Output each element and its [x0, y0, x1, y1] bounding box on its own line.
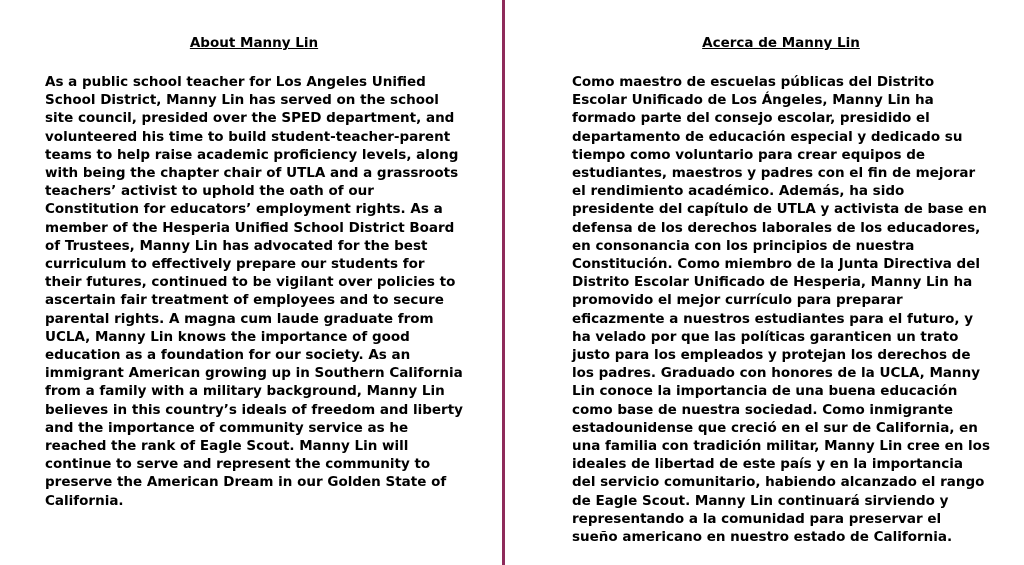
- spanish-column: [572, 34, 990, 546]
- english-title: About Manny Lin: [189, 35, 319, 51]
- column-divider: [502, 0, 505, 565]
- spanish-body: Como maestro de escuelas públicas del Distrito Escolar Unificado de Los Ángeles, Manny Lin ha formado parte del consejo escolar, presidido el departamento de educación especial y dedicado su tiempo como voluntario para crear equipos de estudiantes, maestros y padres con el fin de mejorar el rendimiento académico. Además, ha sido presidente del capítulo de UTLA y activista de base en defensa de los derechos laborales de los educadores, en consonancia con los principios de nuestra Constitución. Como miembro de la Junta Directiva del Distrito Escolar Unificado de Hesperia, Manny Lin ha promovido el mejor currículo para preparar eficazmente a nuestros estudiantes para el futuro, y ha velado por que las políticas garanticen un trato justo para los empleados y protejan los derechos de los padres. Graduado con honores de la UCLA, Manny Lin conoce la importancia de una buena educación como base de nuestra sociedad. Como inmigrante estadounidense que creció en el sur de California, en una familia con tradición militar, Manny Lin cree en los ideales de libertad de este país y en la importancia del servicio comunitario, habiendo alcanzado el rango de Eagle Scout. Manny Lin continuará sirviendo y representando a la comunidad para preservar el sueño americano en nuestro estado de California.: [572, 74, 990, 546]
- english-body: As a public school teacher for Los Angeles Unified School District, Manny Lin has served on the school site council, presided over the SPED department, and volunteered his time to build student-teacher-parent teams to help raise academic proficiency levels, along with being the chapter chair of UTLA and a grassroots teachers’ activist to uphold the oath of our Constitution for educators’ employment rights. As a member of the Hesperia Unified School District Board of Trustees, Manny Lin has advocated for the best curriculum to effectively prepare our students for their futures, continued to be vigilant over policies to ascertain fair treatment of employees and to secure parental rights. A magna cum laude graduate from UCLA, Manny Lin knows the importance of good education as a foundation for our society. As an immigrant American growing up in Southern California from a family with a military background, Manny Lin believes in this country’s ideals of freedom and liberty and the importance of community service as he reached the rank of Eagle Scout. Manny Lin will continue to serve and represent the community to preserve the American Dream in our Golden State of California.: [45, 74, 463, 509]
- spanish-title: Acerca de Manny Lin: [702, 35, 860, 51]
- english-column: [45, 34, 463, 510]
